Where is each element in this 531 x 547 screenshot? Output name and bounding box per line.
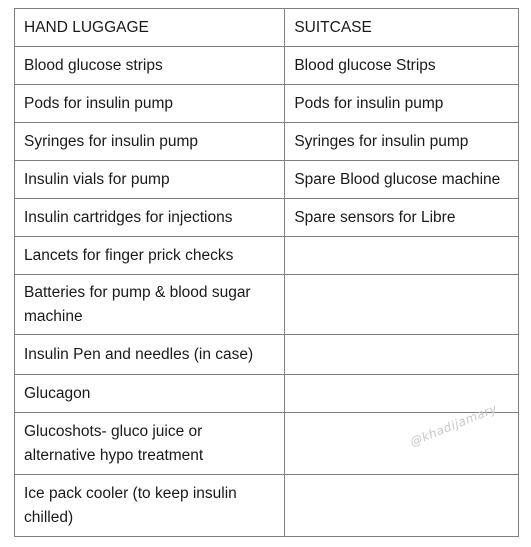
suitcase-cell: Blood glucose Strips	[285, 47, 519, 85]
hand-luggage-cell: Insulin vials for pump	[15, 161, 285, 199]
luggage-checklist-table	[14, 8, 519, 537]
hand-luggage-cell: Insulin cartridges for injections	[15, 199, 285, 237]
hand-luggage-cell: Glucoshots- gluco juice or alternative hypo treatment	[15, 413, 285, 475]
hand-luggage-cell: Insulin Pen and needles (in case)	[15, 335, 285, 375]
suitcase-cell: Spare sensors for Libre	[285, 199, 519, 237]
table-row	[15, 475, 519, 537]
hand-luggage-cell: Batteries for pump & blood sugar machine	[15, 275, 285, 335]
table-row	[15, 123, 519, 161]
suitcase-cell	[285, 413, 519, 475]
table-row	[15, 237, 519, 275]
suitcase-cell: Syringes for insulin pump	[285, 123, 519, 161]
suitcase-cell	[285, 475, 519, 537]
table-row	[15, 47, 519, 85]
table-row	[15, 199, 519, 237]
header-suitcase: SUITCASE	[285, 9, 519, 47]
suitcase-cell	[285, 237, 519, 275]
suitcase-cell	[285, 275, 519, 335]
table-header-row	[15, 9, 519, 47]
hand-luggage-cell: Pods for insulin pump	[15, 85, 285, 123]
suitcase-cell: Spare Blood glucose machine	[285, 161, 519, 199]
table-row	[15, 161, 519, 199]
suitcase-cell	[285, 335, 519, 375]
header-hand-luggage: HAND LUGGAGE	[15, 9, 285, 47]
hand-luggage-cell: Lancets for finger prick checks	[15, 237, 285, 275]
watermark: @khadijamary	[408, 401, 500, 449]
table-row	[15, 85, 519, 123]
hand-luggage-cell: Glucagon	[15, 375, 285, 413]
table-row	[15, 375, 519, 413]
suitcase-cell: Pods for insulin pump	[285, 85, 519, 123]
table-row	[15, 335, 519, 375]
hand-luggage-cell: Ice pack cooler (to keep insulin chilled)	[15, 475, 285, 537]
hand-luggage-cell: Blood glucose strips	[15, 47, 285, 85]
table-row	[15, 275, 519, 335]
hand-luggage-cell: Syringes for insulin pump	[15, 123, 285, 161]
